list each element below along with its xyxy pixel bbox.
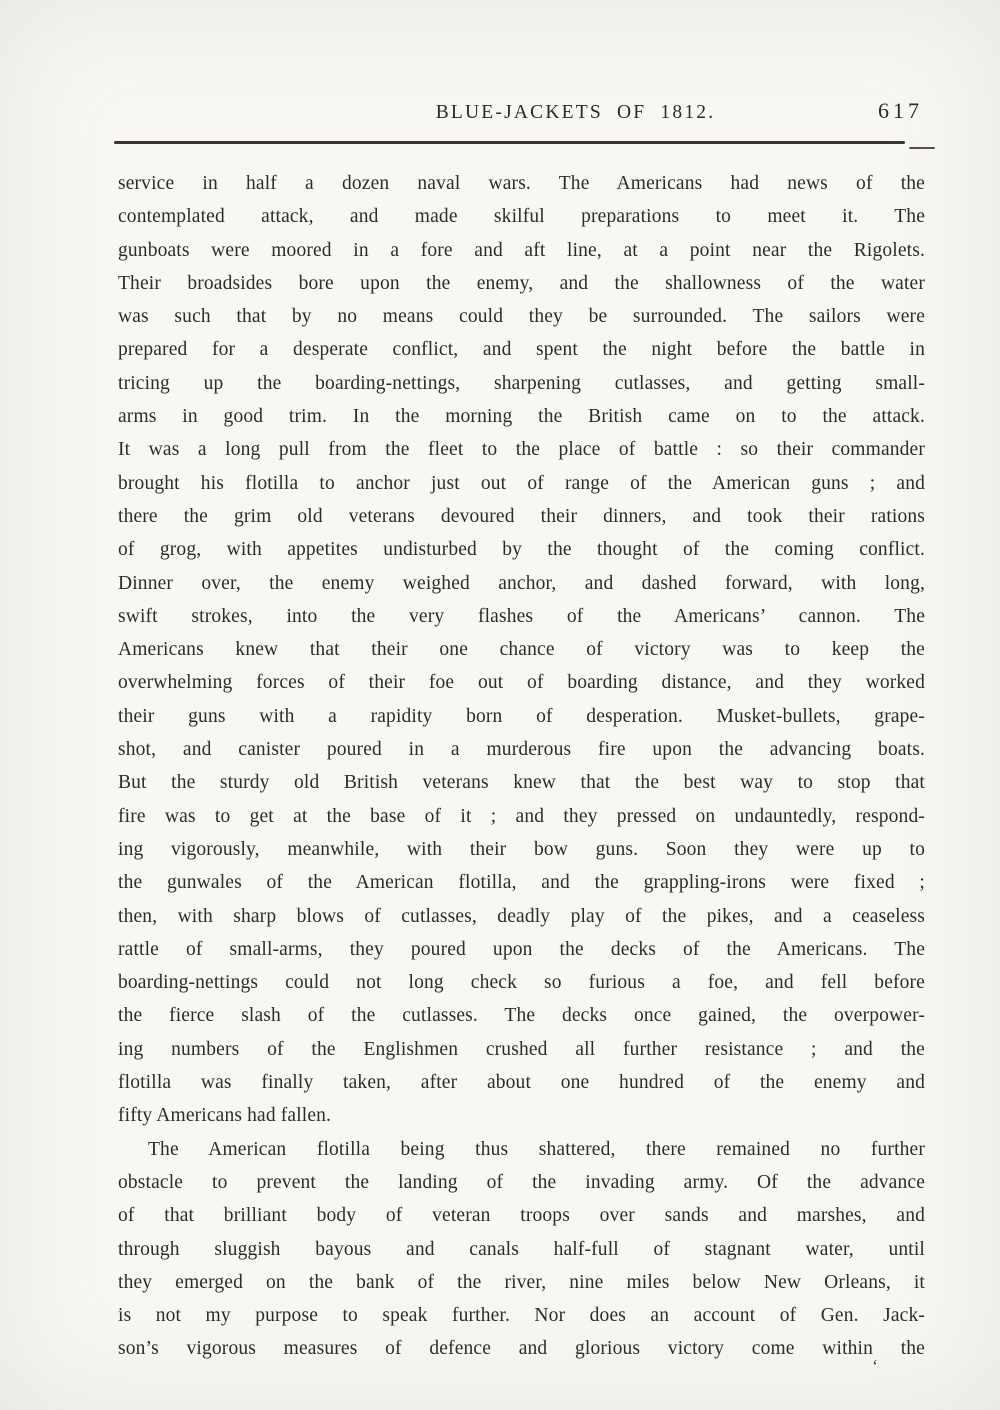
- header-rule-line: [114, 141, 905, 144]
- text-line: their guns with a rapidity born of desperation. Musket-bullets, grape-: [118, 705, 925, 727]
- text-line: arms in good trim. In the morning the British came on to the attack.: [118, 406, 925, 428]
- text-line: overwhelming forces of their foe out of boarding distance, and they worked: [118, 672, 925, 694]
- page-header: [118, 100, 925, 132]
- header-rule-dash: [909, 147, 935, 149]
- text-line: service in half a dozen naval wars. The Americans had news of the: [118, 173, 925, 194]
- text-line: Americans knew that their one chance of victory was to keep the: [118, 639, 925, 661]
- text-line: tricing up the boarding-nettings, sharpening cutlasses, and getting small-: [118, 372, 925, 394]
- text-line: then, with sharp blows of cutlasses, deadly play of the pikes, and a ceaseless: [118, 905, 925, 927]
- text-line: Their broadsides bore upon the enemy, and the shallowness of the water: [118, 272, 925, 294]
- text-line: ing numbers of the Englishmen crushed all further resistance ; and the: [118, 1038, 925, 1060]
- text-line: rattle of small-arms, they poured upon the decks of the Americans. The: [118, 938, 925, 960]
- text-line: through sluggish bayous and canals half-full of stagnant water, until: [118, 1238, 925, 1260]
- text-line: they emerged on the bank of the river, nine miles below New Orleans, it: [118, 1271, 925, 1293]
- text-line: ing vigorously, meanwhile, with their bow guns. Soon they were up to: [118, 838, 925, 860]
- text-line: son’s vigorous measures of defence and glorious victory come within the: [118, 1338, 925, 1360]
- text-line: of grog, with appetites undisturbed by the thought of the coming conflict.: [118, 539, 925, 561]
- text-line: boarding-nettings could not long check so furious a foe, and fell before: [118, 972, 925, 994]
- text-line: But the sturdy old British veterans knew that the best way to stop that: [118, 772, 925, 794]
- text-line: was such that by no means could they be surrounded. The sailors were: [118, 306, 925, 328]
- text-line: is not my purpose to speak further. Nor does an account of Gen. Jack-: [118, 1305, 925, 1327]
- text-line: of that brilliant body of veteran troops over sands and marshes, and: [118, 1205, 925, 1227]
- text-line: swift strokes, into the very flashes of the Americans’ cannon. The: [118, 605, 925, 627]
- text-line: obstacle to prevent the landing of the invading army. Of the advance: [118, 1171, 925, 1193]
- text-line: flotilla was finally taken, after about one hundred of the enemy and: [118, 1072, 925, 1094]
- text-line: brought his flotilla to anchor just out of range of the American guns ; and: [118, 472, 925, 494]
- text-line: the gunwales of the American flotilla, and the grappling-irons were fixed ;: [118, 872, 925, 894]
- text-line: Dinner over, the enemy weighed anchor, and dashed forward, with long,: [118, 572, 925, 594]
- text-line: the fierce slash of the cutlasses. The decks once gained, the overpower-: [118, 1005, 925, 1027]
- text-line: shot, and canister poured in a murderous fire upon the advancing boats.: [118, 739, 925, 761]
- text-line: there the grim old veterans devoured their dinners, and took their rations: [118, 505, 925, 527]
- running-title: BLUE-JACKETS OF 1812.: [435, 102, 716, 123]
- text-line: gunboats were moored in a fore and aft line, at a point near the Rigolets.: [118, 239, 925, 261]
- header-rule: [114, 141, 934, 151]
- text-line: fifty Americans had fallen.: [118, 1105, 332, 1127]
- page-number: 617: [878, 98, 923, 123]
- scan-artifact: ‘: [872, 1356, 878, 1376]
- body-text: [118, 167, 925, 1366]
- text-line: It was a long pull from the fleet to the place of battle : so their commander: [118, 439, 925, 461]
- text-line: fire was to get at the base of it ; and they pressed on undauntedly, respond-: [118, 805, 925, 827]
- text-line: The American flotilla being thus shattered, there remained no further: [148, 1138, 925, 1160]
- paragraph: [118, 1133, 925, 1366]
- text-line: prepared for a desperate conflict, and spent the night before the battle in: [118, 339, 925, 361]
- paragraph: [118, 167, 925, 1133]
- text-line: contemplated attack, and made skilful preparations to meet it. The: [118, 206, 925, 228]
